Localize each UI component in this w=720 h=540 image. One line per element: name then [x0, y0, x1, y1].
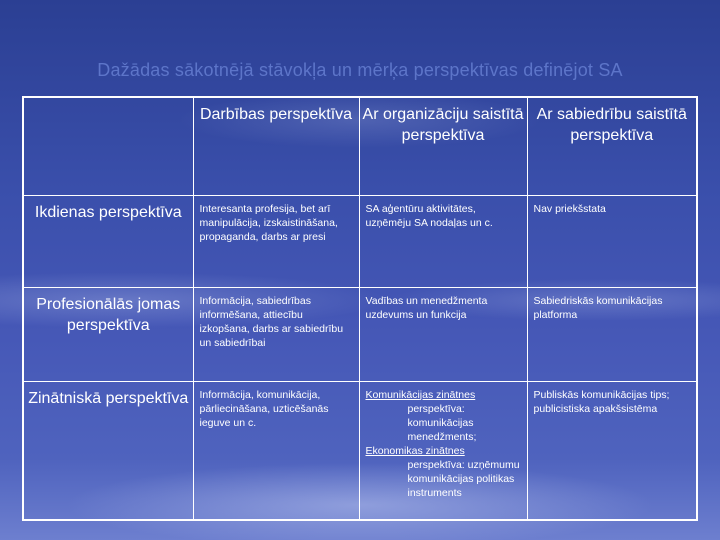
communication-science-text: perspektīva: komunikācijas menedžments;	[407, 402, 477, 443]
corner-cell	[23, 97, 193, 195]
communication-science-title: Komunikācijas zinātnes	[365, 388, 476, 401]
table-cell: Sabiedriskās komunikācijas platforma	[527, 287, 697, 381]
column-header-activity: Darbības perspektīva	[193, 97, 359, 195]
column-header-organization: Ar organizāciju saistītā perspektīva	[359, 97, 527, 195]
row-header-professional: Profesionālās jomas perspektīva	[23, 287, 193, 381]
perspectives-table	[22, 96, 698, 521]
row-header-everyday: Ikdienas perspektīva	[23, 195, 193, 287]
table-cell-science-disciplines	[359, 381, 527, 520]
column-header-society: Ar sabiedrību saistītā perspektīva	[527, 97, 697, 195]
economics-science-text: perspektīva: uzņēmumu komunikācijas politikas instruments	[407, 458, 520, 499]
header-row	[23, 97, 697, 195]
table-row	[23, 195, 697, 287]
table-cell: Informācija, sabiedrības informēšana, attiecību izkopšana, darbs ar sabiedrību un sabiedrībai	[193, 287, 359, 381]
slide-title: Dažādas sākotnējā stāvokļa un mērķa perspektīvas definējot SA	[97, 60, 623, 80]
table-row	[23, 287, 697, 381]
table-cell: SA aģentūru aktivitātes, uzņēmēju SA nodaļas un c.	[359, 195, 527, 287]
table-cell: Informācija, komunikācija, pārliecināšana, uzticēšanās ieguve un c.	[193, 381, 359, 520]
table-cell: Nav priekšstata	[527, 195, 697, 287]
table-row	[23, 381, 697, 520]
table-cell: Publiskās komunikācijas tips; publicistiska apakšsistēma	[527, 381, 697, 520]
table-cell: Vadības un menedžmenta uzdevums un funkcija	[359, 287, 527, 381]
row-header-scientific: Zinātniskā perspektīva	[23, 381, 193, 520]
table-cell: Interesanta profesija, bet arī manipulācija, izskaistināšana, propaganda, darbs ar presi	[193, 195, 359, 287]
economics-science-title: Ekonomikas zinātnes	[365, 444, 465, 457]
